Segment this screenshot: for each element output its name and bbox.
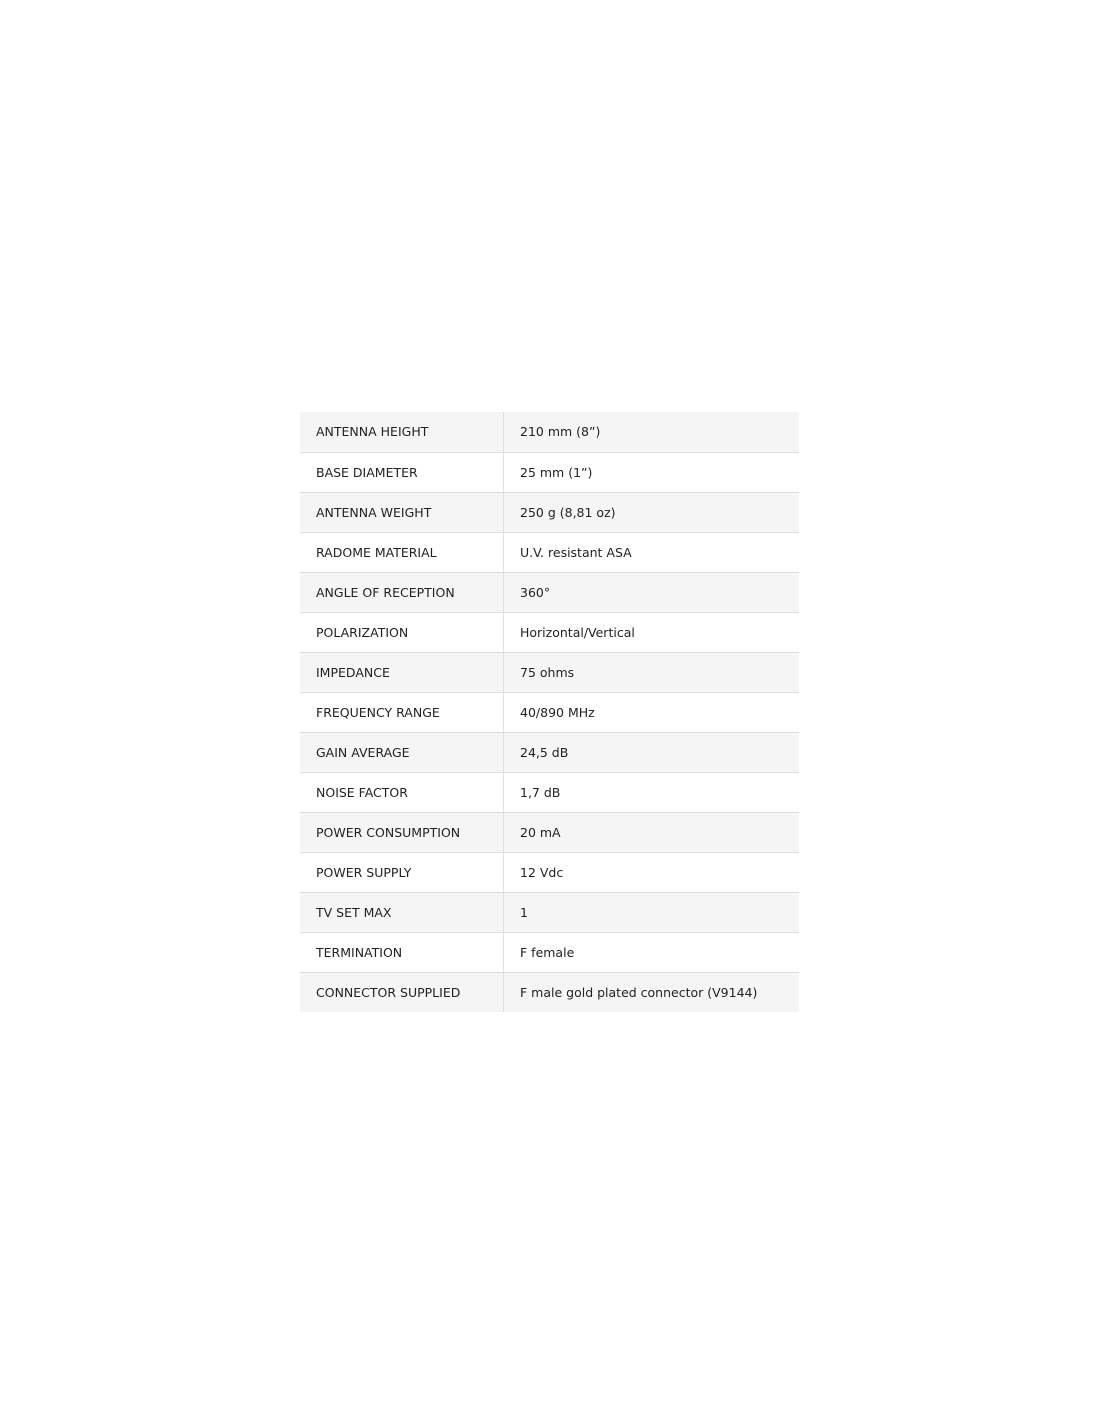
spec-value: 20 mA <box>504 812 800 852</box>
spec-value: 24,5 dB <box>504 732 800 772</box>
table-row <box>300 572 799 612</box>
spec-value: U.V. resistant ASA <box>504 532 800 572</box>
table-row <box>300 812 799 852</box>
spec-value: 25 mm (1”) <box>504 452 800 492</box>
spec-label: RADOME MATERIAL <box>300 532 504 572</box>
spec-label: TV SET MAX <box>300 892 504 932</box>
spec-label: GAIN AVERAGE <box>300 732 504 772</box>
spec-label: ANTENNA HEIGHT <box>300 412 504 452</box>
spec-value: 360° <box>504 572 800 612</box>
spec-value: 1,7 dB <box>504 772 800 812</box>
spec-label: POWER CONSUMPTION <box>300 812 504 852</box>
table-row <box>300 732 799 772</box>
table-row <box>300 692 799 732</box>
spec-value: 1 <box>504 892 800 932</box>
table-row <box>300 532 799 572</box>
table-row <box>300 852 799 892</box>
table-row <box>300 772 799 812</box>
table-row <box>300 412 799 452</box>
spec-label: BASE DIAMETER <box>300 452 504 492</box>
spec-value: 12 Vdc <box>504 852 800 892</box>
table-row <box>300 492 799 532</box>
table-row <box>300 972 799 1012</box>
spec-label: CONNECTOR SUPPLIED <box>300 972 504 1012</box>
spec-label: POWER SUPPLY <box>300 852 504 892</box>
spec-value: 250 g (8,81 oz) <box>504 492 800 532</box>
spec-label: NOISE FACTOR <box>300 772 504 812</box>
table-row <box>300 612 799 652</box>
spec-value: F female <box>504 932 800 972</box>
spec-label: FREQUENCY RANGE <box>300 692 504 732</box>
spec-label: POLARIZATION <box>300 612 504 652</box>
table-row <box>300 652 799 692</box>
spec-label: ANTENNA WEIGHT <box>300 492 504 532</box>
table-row <box>300 452 799 492</box>
spec-label: TERMINATION <box>300 932 504 972</box>
spec-value: Horizontal/Vertical <box>504 612 800 652</box>
spec-value: 75 ohms <box>504 652 800 692</box>
table-row <box>300 892 799 932</box>
spec-label: ANGLE OF RECEPTION <box>300 572 504 612</box>
spec-label: IMPEDANCE <box>300 652 504 692</box>
spec-value: 210 mm (8”) <box>504 412 800 452</box>
spec-table <box>300 412 799 1012</box>
spec-value: 40/890 MHz <box>504 692 800 732</box>
spec-value: F male gold plated connector (V9144) <box>520 984 758 1000</box>
table-row <box>300 932 799 972</box>
